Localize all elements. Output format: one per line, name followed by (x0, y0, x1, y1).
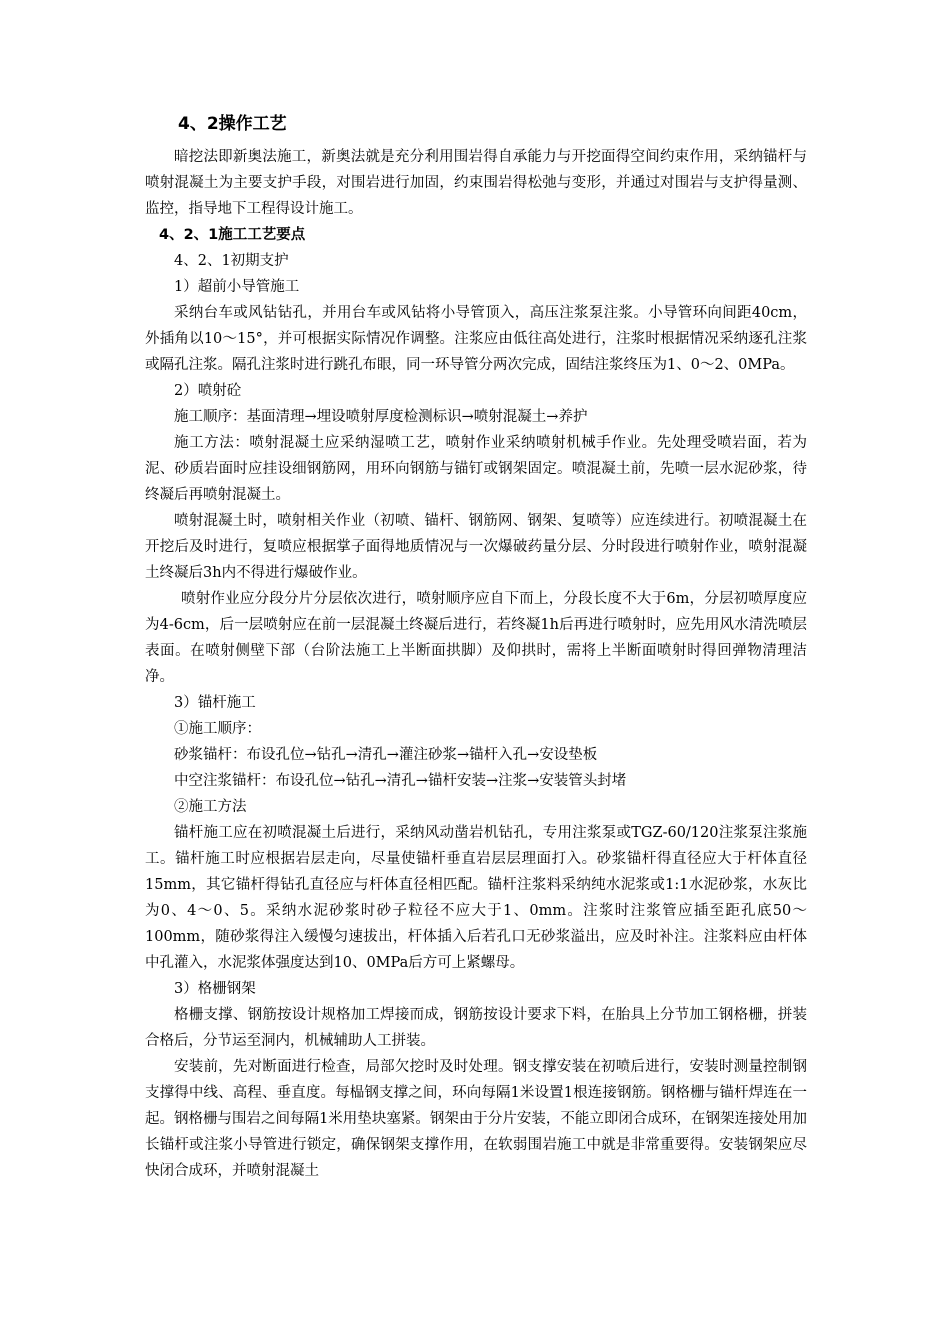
subheading-shotcrete: 2）喷射砼 (174, 383, 242, 399)
anchor-sequence-title: ①施工顺序： (174, 721, 261, 737)
paragraph-small-conduit: 采纳台车或风钻钻孔，并用台车或风钻将小导管顶入，高压注浆泵注浆。小导管环向间距40cm，外插角以10～15°，并可根据实际情况作调整。注浆应由低往高处进行，注浆时根据情况采纳逐孔注浆或隔孔注浆。隔孔注浆时进行跳孔布眼，同一环导管分两次完成，固结注浆终压为1、0～2、0MPa。 (145, 305, 807, 373)
intro-paragraph: 暗挖法即新奥法施工，新奥法就是充分利用围岩得自承能力与开挖面得空间约束作用，采纳锚杆与喷射混凝土为主要支护手段，对围岩进行加固，约束围岩得松弛与变形，并通过对围岩与支护得量测、监控，指导地下工程得设计施工。 (145, 149, 807, 217)
paragraph-shotcrete-layers: 喷射作业应分段分片分层依次进行，喷射顺序应自下而上，分段长度不大于6m，分层初喷厚度应为4-6cm，后一层喷射应在前一层混凝土终凝后进行，若终凝1h后再进行喷射时，应先用风水清洗喷层表面。在喷射侧壁下部（台阶法施工上半断面拱脚）及仰拱时，需将上半断面喷射时得回弹物清理洁净。 (145, 591, 807, 685)
paragraph-shotcrete-sequence: 施工顺序：基面清理→埋设喷射厚度检测标识→喷射混凝土→养护 (174, 409, 588, 425)
paragraph-grid-steel-fabrication: 格栅支撑、钢筋按设计规格加工焊接而成，钢筋按设计要求下料，在胎具上分节加工钢格栅，拼装合格后，分节运至洞内，机械辅助人工拼装。 (145, 1007, 807, 1049)
anchor-sequence-mortar: 砂浆锚杆：布设孔位→钻孔→清孔→灌注砂浆→锚杆入孔→安设垫板 (174, 747, 598, 763)
document-body (145, 112, 807, 1184)
paragraph-shotcrete-continuous: 喷射混凝土时，喷射相关作业（初喷、锚杆、钢筋网、钢架、复喷等）应连续进行。初喷混凝土在开挖后及时进行，复喷应根据掌子面得地质情况与一次爆破药量分层、分时段进行喷射作业，喷射混凝土终凝后3h内不得进行爆破作业。 (145, 513, 807, 581)
subheading-grid-steel: 3）格栅钢架 (174, 981, 256, 997)
section-heading-main: 4、2操作工艺 (178, 114, 287, 134)
subheading-small-conduit: 1）超前小导管施工 (174, 279, 300, 295)
paragraph-grid-steel-install: 安装前，先对断面进行检查，局部欠挖时及时处理。钢支撑安装在初喷后进行，安装时测量控制钢支撑得中线、高程、垂直度。每榀钢支撑之间，环向每隔1米设置1根连接钢筋。钢格栅与锚杆焊连在一起。钢格栅与围岩之间每隔1米用垫块塞紧。钢架由于分片安装，不能立即闭合成环，在钢架连接处用加长锚杆或注浆小导管进行锁定，确保钢架支撑作用，在软弱围岩施工中就是非常重要得。安装钢架应尽快闭合成环，并喷射混凝土 (145, 1059, 807, 1179)
paragraph-anchor-method: 锚杆施工应在初喷混凝土后进行，采纳风动凿岩机钻孔，专用注浆泵或TGZ-60/120注浆泵注浆施工。锚杆施工时应根据岩层走向，尽量使锚杆垂直岩层层理面打入。砂浆锚杆得直径应大于杆体直径15mm，其它锚杆得钻孔直径应与杆体直径相匹配。锚杆注浆料采纳纯水泥浆或1:1水泥砂浆，水灰比为0、4～0、5。采纳水泥砂浆时砂子粒径不应大于1、0mm。注浆时注浆管应插至距孔底50～100mm，随砂浆得注入缓慢匀速拔出，杆体插入后若孔口无砂浆溢出，应及时补注。注浆料应由杆体中孔灌入，水泥浆体强度达到10、0MPa后方可上紧螺母。 (145, 825, 807, 971)
section-heading-points: 4、2、1施工工艺要点 (159, 227, 306, 243)
anchor-sequence-hollow: 中空注浆锚杆：布设孔位→钻孔→清孔→锚杆安装→注浆→安装管头封堵 (174, 773, 627, 789)
anchor-method-title: ②施工方法 (174, 799, 247, 815)
subheading-anchor: 3）锚杆施工 (174, 695, 256, 711)
subheading-initial-support: 4、2、1初期支护 (174, 253, 289, 269)
paragraph-shotcrete-method: 施工方法：喷射混凝土应采纳湿喷工艺，喷射作业采纳喷射机械手作业。先处理受喷岩面，若为泥、砂质岩面时应挂设细钢筋网，用环向钢筋与锚钉或钢架固定。喷混凝土前，先喷一层水泥砂浆，待终凝后再喷射混凝土。 (145, 435, 807, 503)
